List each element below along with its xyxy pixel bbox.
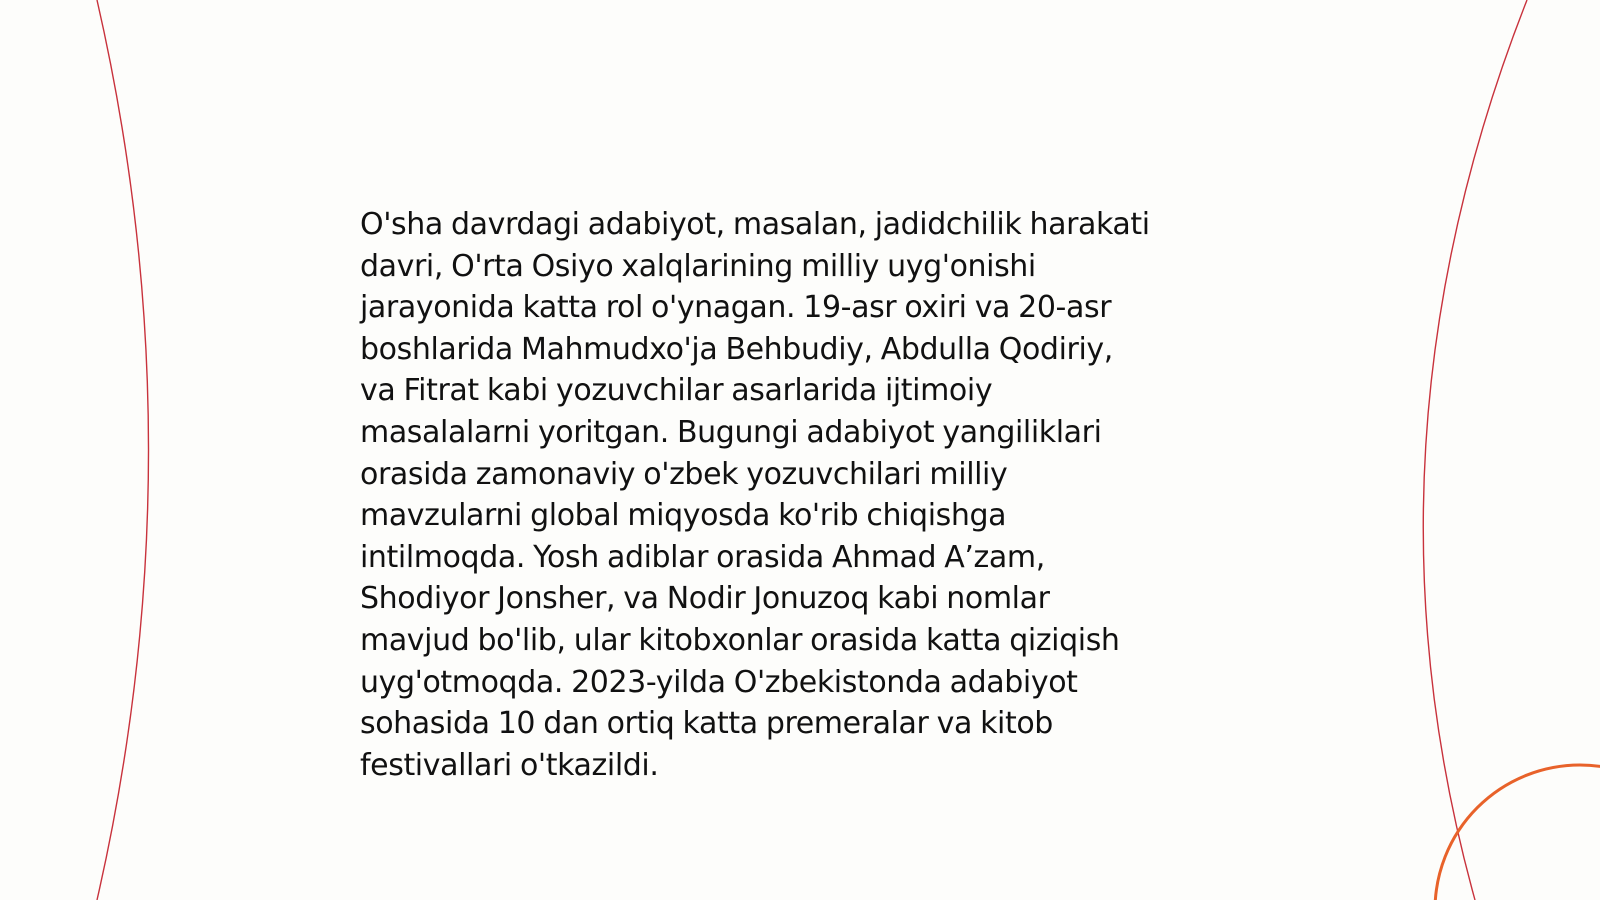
- paragraph-line: sohasida 10 dan ortiq katta premeralar va kitob: [360, 706, 1053, 742]
- paragraph-line: mavjud bo'lib, ular kitobxonlar orasida katta qiziqish: [360, 622, 1120, 658]
- paragraph-line: uyg'otmoqda. 2023-yilda O'zbekistonda adabiyot: [360, 664, 1078, 700]
- paragraph-line: festivallari o'tkazildi.: [360, 747, 659, 783]
- paragraph-line: Shodiyor Jonsher, va Nodir Jonuzoq kabi nomlar: [360, 581, 1050, 617]
- paragraph-line: jarayonida katta rol o'ynagan. 19-asr oxiri va 20-asr: [360, 290, 1112, 326]
- paragraph-line: intilmoqda. Yosh adiblar orasida Ahmad A’zam,: [360, 539, 1045, 575]
- body-paragraph: [360, 204, 1260, 786]
- paragraph-line: masalalarni yoritgan. Bugungi adabiyot yangiliklari: [360, 414, 1102, 450]
- paragraph-line: O'sha davrdagi adabiyot, masalan, jadidchilik harakati: [360, 207, 1150, 242]
- paragraph-line: va Fitrat kabi yozuvchilar asarlarida ijtimoiy: [360, 373, 993, 409]
- paragraph-line: boshlarida Mahmudxo'ja Behbudiy, Abdulla Qodiriy,: [360, 331, 1113, 367]
- orange-circle-accent: [1435, 765, 1600, 900]
- paragraph-line: mavzularni global miqyosda ko'rib chiqishga: [360, 498, 1007, 534]
- right-arc-line: [1423, 0, 1527, 900]
- paragraph-line: orasida zamonaviy o'zbek yozuvchilari milliy: [360, 456, 1008, 492]
- left-arc-line: [97, 0, 149, 900]
- paragraph-line: davri, O'rta Osiyo xalqlarining milliy uyg'onishi: [360, 248, 1036, 284]
